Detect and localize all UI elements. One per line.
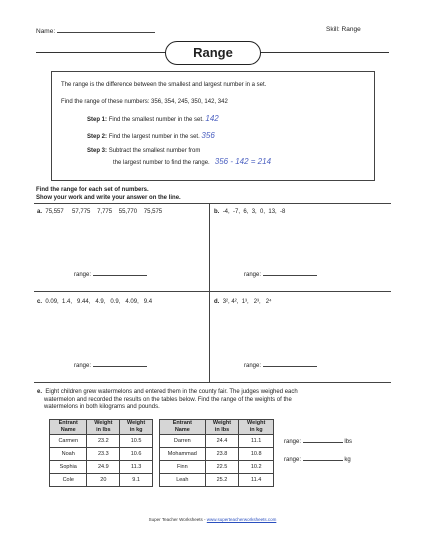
- problem-a-answer-line[interactable]: [93, 269, 147, 276]
- header-lbs: Weight in lbs: [87, 420, 120, 435]
- problem-e-line-1: Eight children grew watermelons and entered them in the county fair. The judges weighed each: [45, 389, 298, 395]
- range-kg-unit: kg: [344, 457, 351, 463]
- problem-c-answer-line[interactable]: [93, 360, 147, 367]
- problem-e: [37, 389, 298, 412]
- step-1: [87, 114, 219, 123]
- definition-text: The range is the difference between the smallest and largest number in a set.: [61, 82, 267, 88]
- problem-e-range-lbs[interactable]: [284, 436, 352, 445]
- step-2-label: Step 2:: [87, 134, 108, 140]
- example-prompt: Find the range of these numbers: 356, 354, 245, 350, 142, 342: [61, 99, 228, 105]
- table-header-row: [50, 420, 153, 435]
- title-rule-left: [36, 52, 166, 53]
- header-kg: Weight in kg: [239, 420, 274, 435]
- footer-link[interactable]: www.superteacherworksheets.com: [206, 517, 277, 522]
- problem-d-answer[interactable]: [244, 360, 317, 369]
- step-1-text: Find the smallest number in the set.: [108, 117, 204, 123]
- table-row: Finn 22.5 10.2: [160, 461, 274, 474]
- problem-e-letter: e.: [37, 389, 43, 395]
- page-title: Range: [165, 41, 261, 65]
- header-entrant: Entrant Name: [160, 420, 206, 435]
- step-2-text: Find the largest number in the set.: [108, 134, 200, 140]
- grid-top-rule: [34, 203, 391, 204]
- problem-a-letter: a.: [37, 209, 43, 215]
- grid-middle-rule: [34, 291, 391, 292]
- weights-table-2: [159, 419, 274, 487]
- skill-label: Skill: Range: [326, 26, 361, 33]
- step-3-label: Step 3:: [87, 148, 108, 154]
- problem-e-range-kg[interactable]: [284, 454, 351, 463]
- problem-e-line-3: watermelons in both kilograms and pounds.: [44, 404, 160, 410]
- problem-d-letter: d.: [214, 299, 220, 305]
- table-row: Darren 24.4 11.1: [160, 435, 274, 448]
- problem-b-answer[interactable]: [244, 269, 317, 278]
- table-row: Sophia 24.9 11.3: [50, 461, 153, 474]
- problem-e-line-2: watermelon and recorded the results on the tables below. Find the range of the weights of the: [44, 396, 292, 403]
- name-label: Name:: [36, 28, 56, 35]
- table-row: Noah 23.3 10.6: [50, 448, 153, 461]
- problem-a: [37, 209, 162, 215]
- header-kg: Weight in kg: [120, 420, 153, 435]
- instructions-line-1: Find the range for each set of numbers.: [36, 187, 149, 193]
- problem-a-answer[interactable]: [74, 269, 147, 278]
- problem-b-range-label: range:: [244, 272, 262, 278]
- range-lbs-label: range:: [284, 439, 302, 445]
- instructions-line-2: Show your work and write your answer on the line.: [36, 195, 181, 201]
- weights-table-1: [49, 419, 153, 487]
- range-kg-line[interactable]: [303, 454, 343, 461]
- footer: [0, 517, 425, 522]
- problem-a-numbers: 75,557 57,775 7,775 55,770 75,575: [45, 209, 163, 215]
- step-1-label: Step 1:: [87, 117, 108, 123]
- table-row: Cole 20 9.1: [50, 474, 153, 487]
- title-rule-right: [259, 52, 389, 53]
- table-row: Leah 25.2 11.4: [160, 474, 274, 487]
- problem-c-numbers: 0.09, 1.4, 9.44, 4.9, 0.9, 4.09, 9.4: [45, 299, 153, 305]
- step-3-text: Subtract the smallest number from: [108, 148, 201, 154]
- range-lbs-unit: lbs: [344, 439, 353, 445]
- problem-d-range-label: range:: [244, 363, 262, 369]
- table-row: Mohammad 23.8 10.8: [160, 448, 274, 461]
- header-lbs: Weight in lbs: [205, 420, 239, 435]
- table-header-row: [160, 420, 274, 435]
- problem-d-answer-line[interactable]: [263, 360, 317, 367]
- problem-c-letter: c.: [37, 299, 43, 305]
- range-lbs-line[interactable]: [303, 436, 343, 443]
- instructions: [36, 186, 181, 202]
- footer-text: Super Teacher Worksheets -: [148, 517, 207, 522]
- step-3-text2: the largest number to find the range.: [113, 160, 210, 166]
- grid-center-divider: [209, 203, 210, 382]
- grid-bottom-rule: [34, 382, 391, 383]
- range-kg-label: range:: [284, 457, 302, 463]
- problem-b-answer-line[interactable]: [263, 269, 317, 276]
- step-2-answer: 356: [201, 131, 215, 140]
- problem-c: [37, 299, 152, 305]
- step-1-answer: 142: [205, 114, 219, 123]
- problem-b-numbers: -4, -7, 6, 3, 0, 13, -8: [222, 209, 286, 215]
- problem-a-range-label: range:: [74, 272, 92, 278]
- step-2: [87, 131, 215, 140]
- step-3-answer: 356 - 142 = 214: [214, 157, 272, 166]
- step-3-line2: [113, 157, 271, 166]
- step-3: [87, 148, 200, 154]
- name-field[interactable]: [36, 26, 155, 35]
- problem-c-answer[interactable]: [74, 360, 147, 369]
- problem-d-numbers: 3², 4², 1³, 2³, 2⁴: [222, 299, 272, 305]
- problem-b: [214, 209, 285, 215]
- intro-box: [51, 71, 375, 181]
- name-line[interactable]: [57, 26, 155, 33]
- header-entrant: Entrant Name: [50, 420, 87, 435]
- problem-b-letter: b.: [214, 209, 220, 215]
- problem-c-range-label: range:: [74, 363, 92, 369]
- table-row: Carmen 23.2 10.5: [50, 435, 153, 448]
- problem-d: [214, 299, 272, 305]
